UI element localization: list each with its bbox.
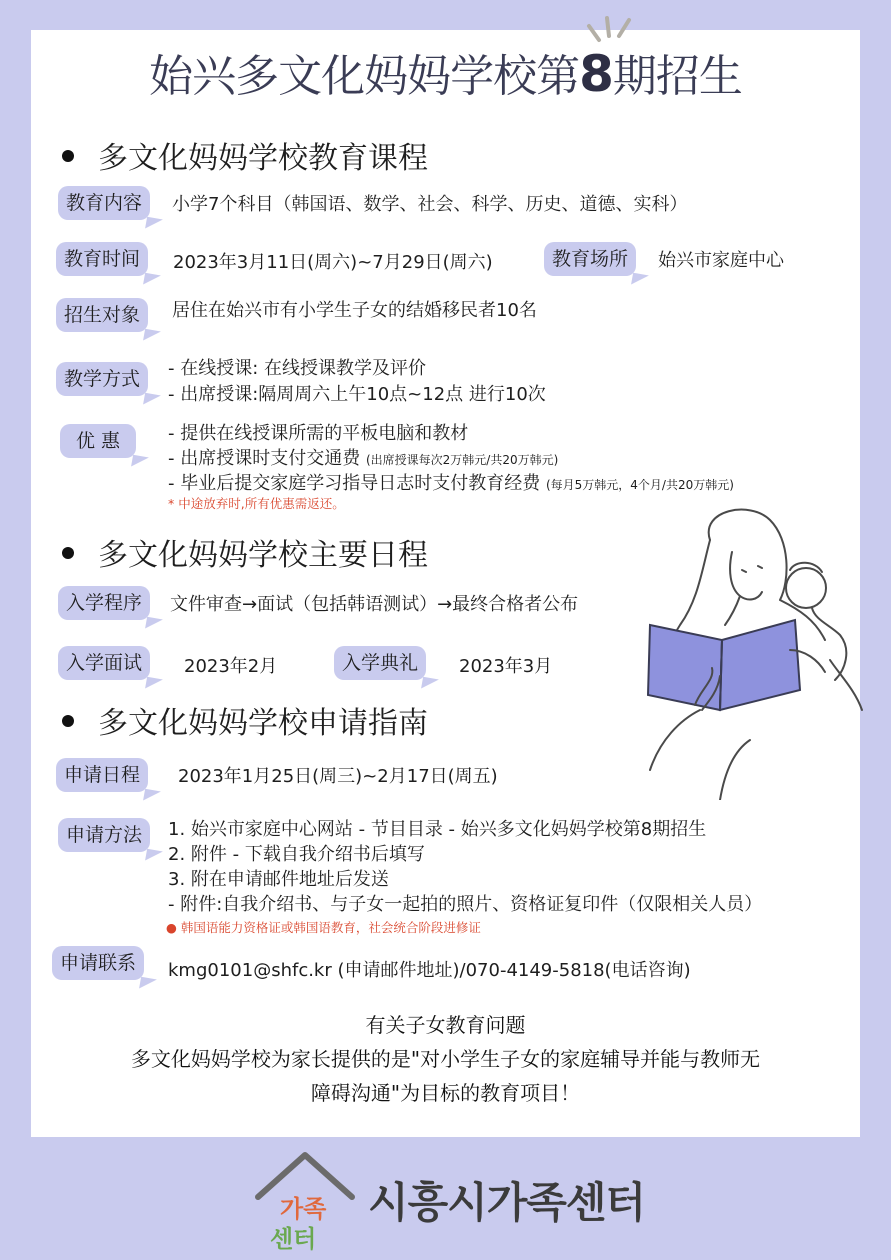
apply-method-note: ● 韩国语能力资格证或韩国语教育，社会统合阶段进修证 bbox=[166, 920, 481, 935]
apply-method-line-4: - 附件:自我介绍书、与子女一起拍的照片、资格证复印件（仅限相关人员） bbox=[168, 894, 763, 915]
section-title: 多文化妈妈学校教育课程 bbox=[98, 141, 428, 176]
section-title: 多文化妈妈学校主要日程 bbox=[98, 538, 428, 573]
apply-method-line-2: 2. 附件 - 下载自我介绍书后填写 bbox=[168, 844, 425, 865]
label-tag-contact: 申请联系 bbox=[52, 946, 144, 980]
benefit-line-2-text: - 出席授课时支付交通费 bbox=[168, 448, 361, 469]
label-tag-target: 招生对象 bbox=[56, 298, 148, 332]
label-tag-method: 教学方式 bbox=[56, 362, 148, 396]
label-tag-content: 教育内容 bbox=[58, 186, 150, 220]
procedure-value: 文件审查→面试（包括韩语测试）→最终合格者公布 bbox=[170, 594, 579, 615]
label-tag-benefit: 优 惠 bbox=[60, 424, 136, 458]
label-tag-place: 教育场所 bbox=[544, 242, 636, 276]
label-tag-apply-method: 申请方法 bbox=[58, 818, 150, 852]
benefit-line-2 bbox=[168, 444, 558, 470]
benefit-line-1: - 提供在线授课所需的平板电脑和教材 bbox=[168, 423, 469, 444]
benefit-line-3-text: - 毕业后提交家庭学习指导日志时支付教育经费 bbox=[168, 473, 541, 494]
target-value: 居住在始兴市有小学生子女的结婚移民者10名 bbox=[172, 300, 537, 321]
logo-text-bottom: 센터 bbox=[270, 1225, 317, 1253]
content-value: 小学7个科目（韩国语、数学、社会、科学、历史、道德、实科） bbox=[172, 194, 688, 215]
org-name: 시흥시가족센터 bbox=[368, 1178, 646, 1227]
apply-method-line-3: 3. 附在申请邮件地址后发送 bbox=[168, 869, 389, 890]
benefit-note: * 中途放弃时,所有优惠需返还。 bbox=[168, 496, 345, 511]
method-line-1: - 在线授课: 在线授课教学及评价 bbox=[168, 358, 427, 379]
title-number: 8 bbox=[579, 45, 613, 103]
label-tag-apply-date: 申请日程 bbox=[56, 758, 148, 792]
label-tag-procedure: 入学程序 bbox=[58, 586, 150, 620]
bullet-icon bbox=[62, 150, 74, 162]
interview-value: 2023年2月 bbox=[184, 656, 278, 677]
contact-value: kmg0101@shfc.kr (申请邮件地址)/070-4149-5818(电话咨询) bbox=[168, 960, 691, 981]
page-title bbox=[0, 40, 891, 104]
apply-method-line-1: 1. 始兴市家庭中心网站 - 节目目录 - 始兴多文化妈妈学校第8期招生 bbox=[168, 819, 707, 840]
bullet-icon bbox=[62, 715, 74, 727]
method-line-2: - 出席授课:隔周周六上午10点~12点 进行10次 bbox=[168, 384, 546, 405]
title-main-text: 始兴多文化妈妈学校第 bbox=[149, 51, 580, 102]
place-value: 始兴市家庭中心 bbox=[658, 250, 784, 271]
closing-line-1: 有关子女教育问题 bbox=[365, 1013, 526, 1037]
section-heading-apply bbox=[62, 698, 428, 742]
benefit-line-2-detail: (出席授课每次2万韩元/共20万韩元) bbox=[365, 453, 559, 467]
section-title: 多文化妈妈学校申请指南 bbox=[98, 706, 428, 741]
title-tail-text: 期招生 bbox=[612, 51, 742, 102]
ceremony-value: 2023年3月 bbox=[459, 656, 553, 677]
logo-text-top: 가족 bbox=[280, 1195, 327, 1223]
time-value: 2023年3月11日(周六)~7月29日(周六) bbox=[173, 252, 493, 273]
benefit-line-3-detail: (每月5万韩元，4个月/共20万韩元) bbox=[545, 478, 734, 492]
label-tag-interview: 入学面试 bbox=[58, 646, 150, 680]
family-center-logo bbox=[250, 1145, 360, 1255]
apply-date-value: 2023年1月25日(周三)~2月17日(周五) bbox=[178, 766, 498, 787]
mother-reading-illustration bbox=[640, 500, 865, 800]
closing-line-2: 多文化妈妈学校为家长提供的是"对小学生子女的家庭辅导并能与教师无 bbox=[130, 1047, 761, 1071]
benefit-line-3 bbox=[168, 469, 734, 495]
bullet-icon bbox=[62, 547, 74, 559]
section-heading-curriculum bbox=[62, 133, 428, 177]
section-heading-schedule bbox=[62, 530, 428, 574]
label-tag-time: 教育时间 bbox=[56, 242, 148, 276]
label-tag-ceremony: 入学典礼 bbox=[334, 646, 426, 680]
closing-line-3: 障碍沟通"为目标的教育项目！ bbox=[310, 1081, 581, 1105]
